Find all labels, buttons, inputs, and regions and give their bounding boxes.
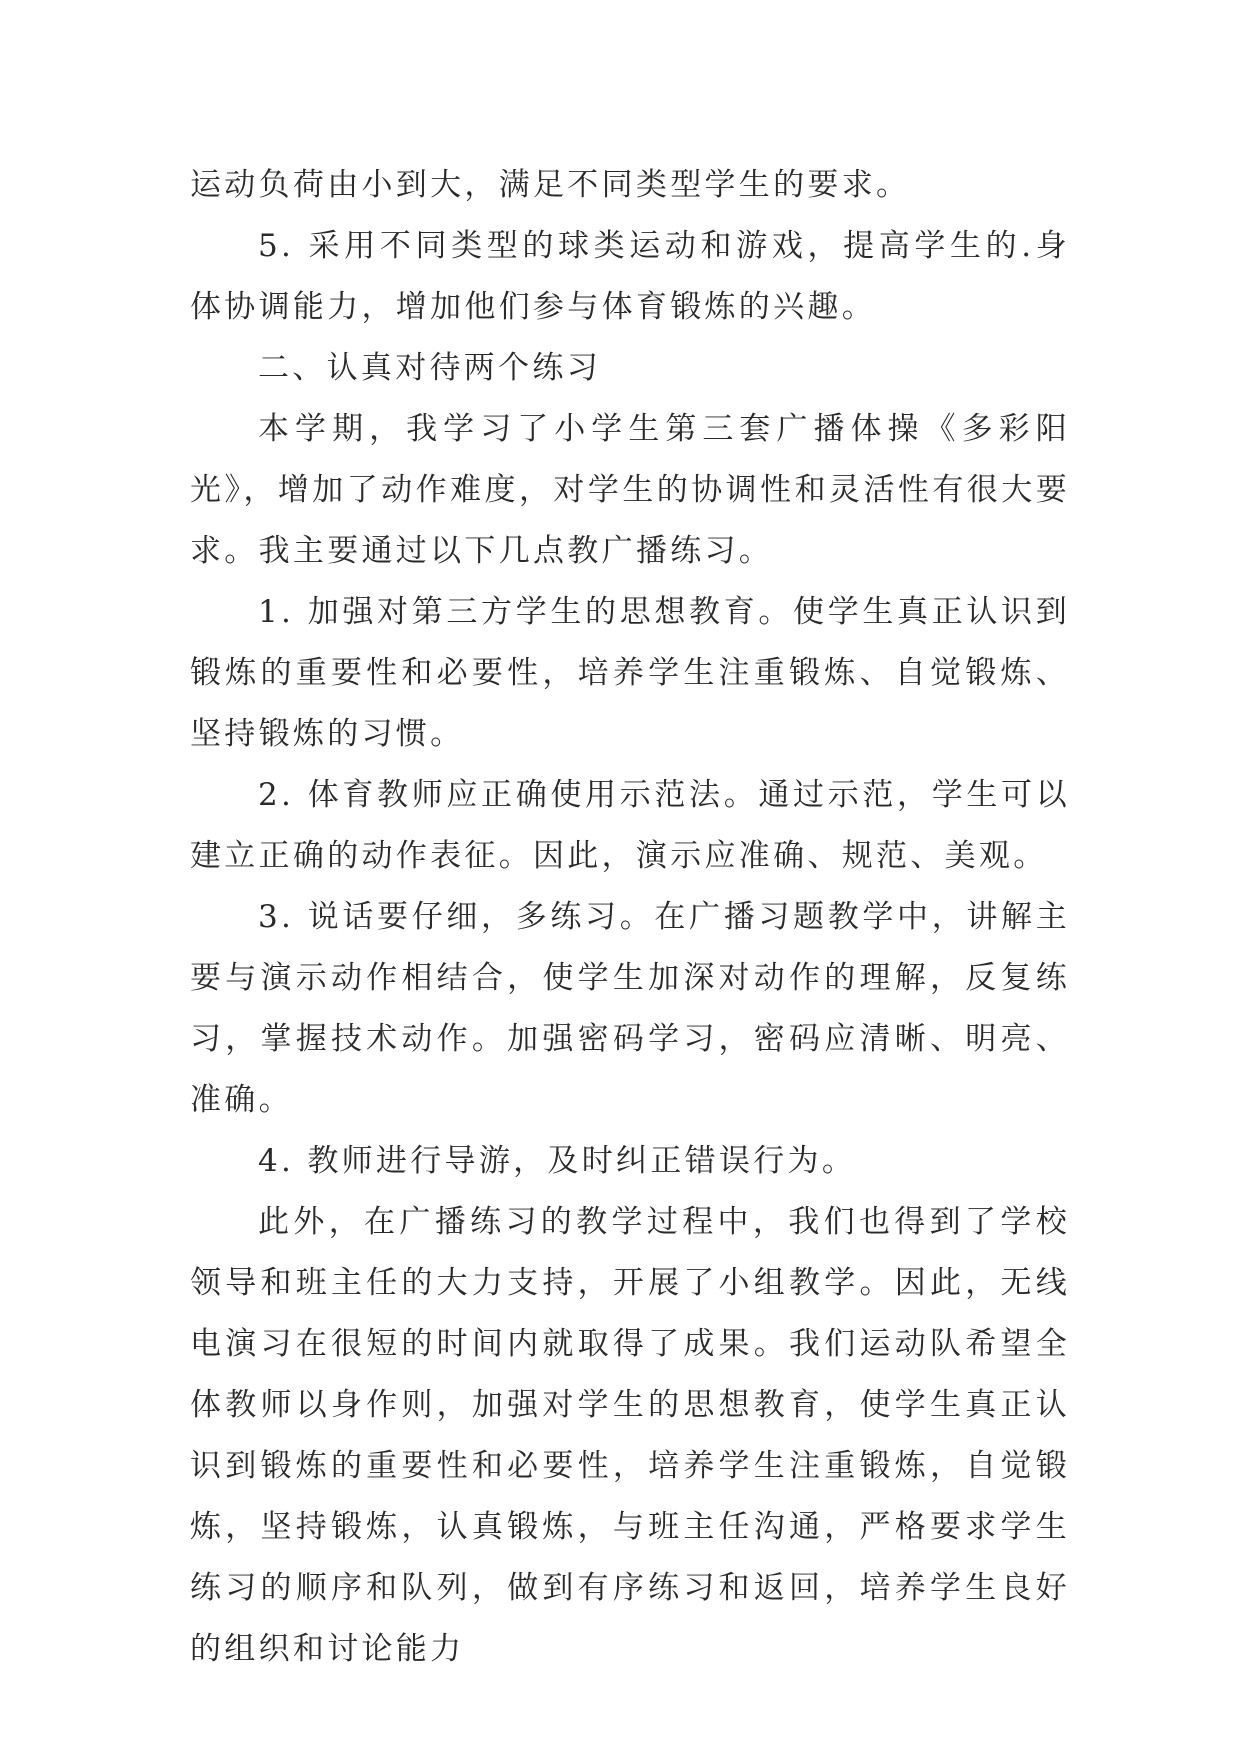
paragraph-item-1: 1. 加强对第三方学生的思想教育。使学生真正认识到锻炼的重要性和必要性，培养学生注重锻炼、自觉锻炼、坚持锻炼的习惯。 bbox=[190, 594, 1070, 752]
paragraph-item-4: 4. 教师进行导游，及时纠正错误行为。 bbox=[258, 1143, 857, 1179]
paragraph-item-2: 2. 体育教师应正确使用示范法。通过示范，学生可以建立正确的动作表征。因此，演示应准确、规范、美观。 bbox=[190, 777, 1070, 874]
section-heading: 二、认真对待两个练习 bbox=[258, 350, 601, 386]
paragraph-continuation: 运动负荷由小到大，满足不同类型学生的要求。 bbox=[190, 167, 911, 203]
paragraph-intro: 本学期，我学习了小学生第三套广播体操《多彩阳光》，增加了动作难度，对学生的协调性和灵活性有很大要求。我主要通过以下几点教广播练习。 bbox=[190, 411, 1070, 569]
paragraph-item-3: 3. 说话要仔细，多练习。在广播习题教学中，讲解主要与演示动作相结合，使学生加深对动作的理解，反复练习，掌握技术动作。加强密码学习，密码应清晰、明亮、准确。 bbox=[190, 899, 1070, 1118]
paragraph-item-5: 5. 采用不同类型的球类运动和游戏，提高学生的.身体协调能力，增加他们参与体育锻炼的兴趣。 bbox=[190, 228, 1070, 325]
paragraph-conclusion: 此外，在广播练习的教学过程中，我们也得到了学校领导和班主任的大力支持，开展了小组教学。因此，无线电演习在很短的时间内就取得了成果。我们运动队希望全体教师以身作则，加强对学生的思想教育，使学生真正认识到锻炼的重要性和必要性，培养学生注重锻炼，自觉锻炼，坚持锻炼，认真锻炼，与班主任沟通，严格要求学生练习的顺序和队列，做到有序练习和返回，培养学生良好的组织和讨论能力 bbox=[190, 1204, 1070, 1667]
document-body bbox=[190, 155, 1070, 1680]
